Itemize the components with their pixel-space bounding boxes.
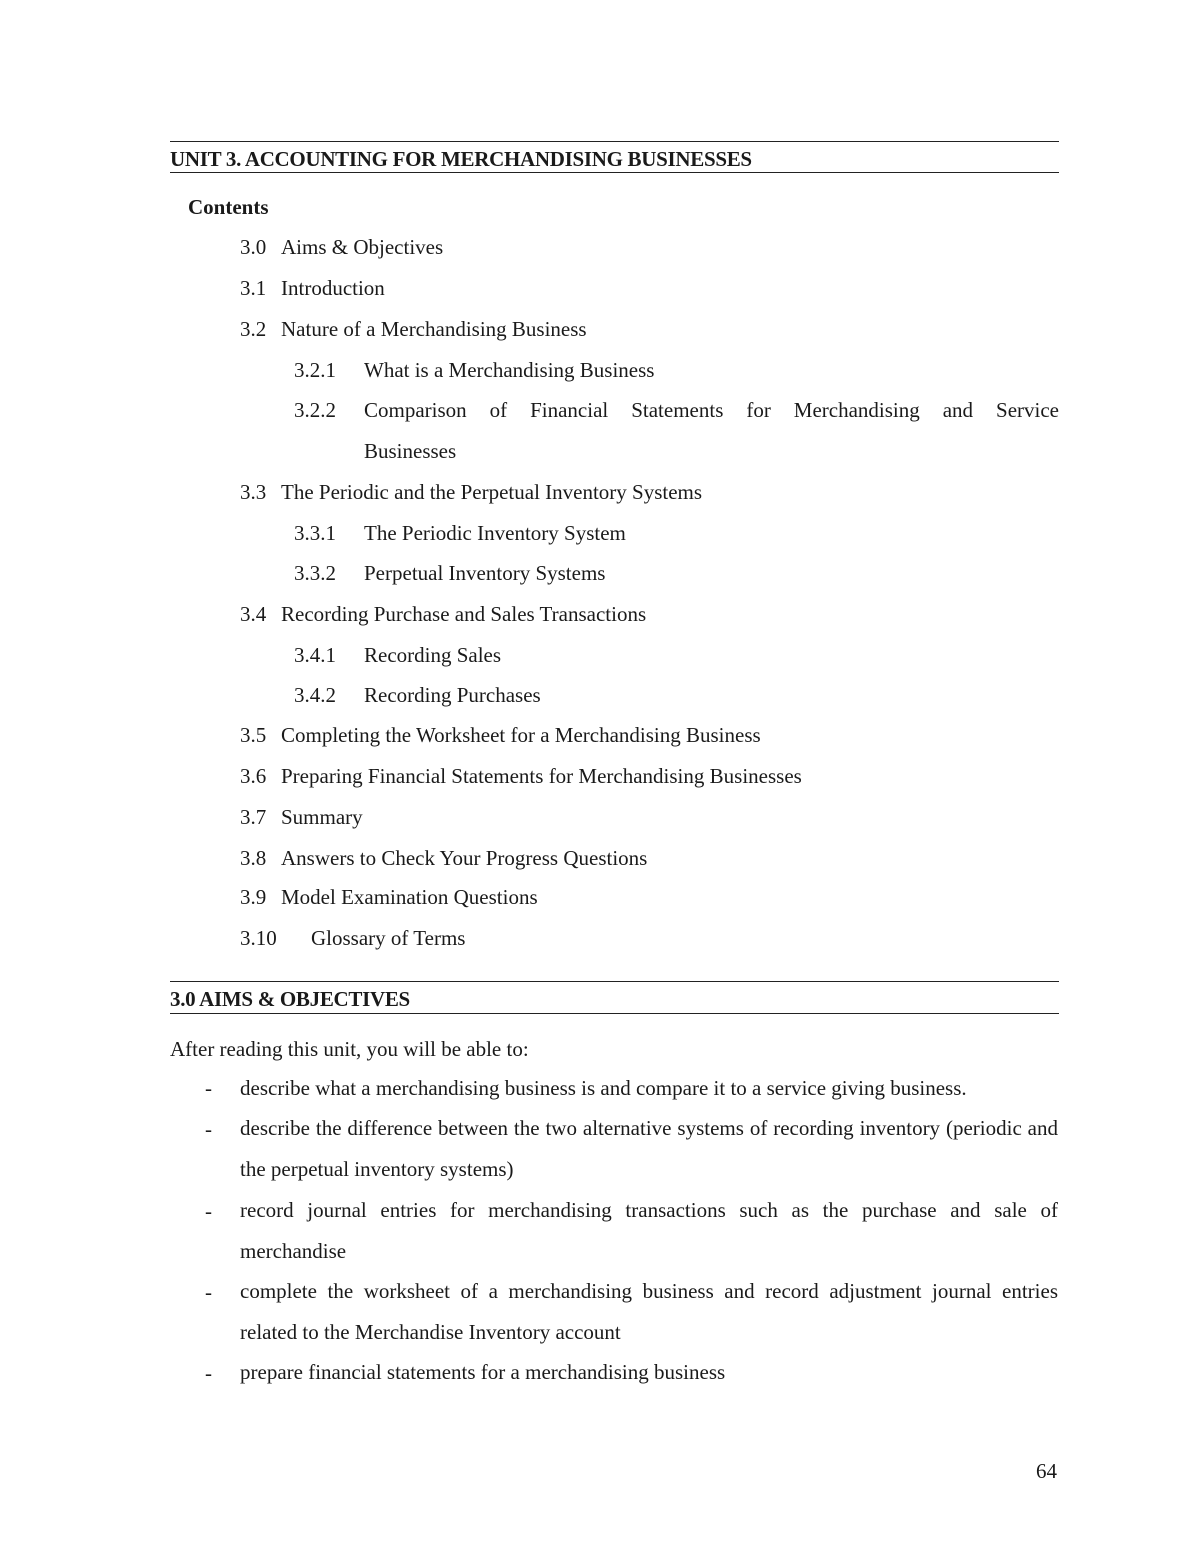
toc-number: 3.7 bbox=[240, 805, 267, 829]
toc-title: What is a Merchandising Business bbox=[364, 358, 655, 382]
toc-title: Nature of a Merchandising Business bbox=[281, 317, 587, 341]
toc-number: 3.2.1 bbox=[294, 358, 336, 382]
toc-number: 3.8 bbox=[240, 846, 267, 870]
toc-title: Summary bbox=[281, 805, 363, 829]
toc-title: Recording Purchase and Sales Transactions bbox=[281, 602, 647, 626]
bullet-marker: - bbox=[205, 1199, 212, 1223]
page-number: 64 bbox=[1036, 1459, 1057, 1483]
unit-heading: UNIT 3. ACCOUNTING FOR MERCHANDISING BUSINESSES bbox=[170, 147, 752, 171]
toc-title: Answers to Check Your Progress Questions bbox=[281, 846, 648, 870]
toc-title: Comparison of Financial Statements for Merchandising and Service bbox=[364, 398, 1059, 422]
bullet-marker: - bbox=[205, 1280, 212, 1304]
toc-number: 3.6 bbox=[240, 764, 267, 788]
objective-item: record journal entries for merchandising transactions such as the purchase and sale of merchandise bbox=[240, 1198, 1058, 1263]
heading-top-rule bbox=[170, 141, 1059, 142]
section-bottom-rule bbox=[170, 1013, 1059, 1014]
toc-title: Preparing Financial Statements for Merchandising Businesses bbox=[281, 764, 802, 788]
bullet-marker: - bbox=[205, 1361, 212, 1385]
toc-number: 3.4.1 bbox=[294, 643, 336, 667]
toc-number: 3.5 bbox=[240, 723, 267, 747]
toc-number: 3.10 bbox=[240, 926, 277, 950]
toc-number: 3.9 bbox=[240, 885, 267, 909]
intro-text: After reading this unit, you will be able to: bbox=[170, 1037, 529, 1061]
toc-title: Completing the Worksheet for a Merchandising Business bbox=[281, 723, 761, 747]
toc-title: Model Examination Questions bbox=[281, 885, 538, 909]
toc-title: The Periodic Inventory System bbox=[364, 521, 626, 545]
heading-bottom-rule bbox=[170, 172, 1059, 173]
objective-item: describe what a merchandising business is and compare it to a service giving business. bbox=[240, 1076, 967, 1100]
toc-title: Introduction bbox=[281, 276, 385, 300]
toc-title: Recording Purchases bbox=[364, 683, 541, 707]
toc-title-continued: Businesses bbox=[364, 439, 457, 463]
toc-number: 3.3.2 bbox=[294, 561, 336, 585]
toc-number: 3.3 bbox=[240, 480, 267, 504]
toc-number: 3.4.2 bbox=[294, 683, 336, 707]
toc-title: Aims & Objectives bbox=[281, 235, 444, 259]
objective-item: prepare financial statements for a merchandising business bbox=[240, 1360, 726, 1384]
bullet-marker: - bbox=[205, 1117, 212, 1141]
bullet-marker: - bbox=[205, 1076, 212, 1100]
toc-title: The Periodic and the Perpetual Inventory Systems bbox=[281, 480, 703, 504]
toc-number: 3.4 bbox=[240, 602, 267, 626]
objective-item: complete the worksheet of a merchandising business and record adjustment journal entries related to the Merchandise Inventory account bbox=[240, 1279, 1058, 1344]
objective-item: describe the difference between the two alternative systems of recording inventory (periodic and the perpetual inventory systems) bbox=[240, 1116, 1058, 1181]
toc-title: Perpetual Inventory Systems bbox=[364, 561, 606, 585]
toc-number: 3.3.1 bbox=[294, 521, 336, 545]
toc-title: Recording Sales bbox=[364, 643, 502, 667]
toc-number: 3.2.2 bbox=[294, 398, 336, 422]
contents-label: Contents bbox=[188, 195, 269, 219]
section-heading: 3.0 AIMS & OBJECTIVES bbox=[170, 987, 410, 1011]
toc-number: 3.2 bbox=[240, 317, 267, 341]
toc-number: 3.0 bbox=[240, 235, 267, 259]
section-top-rule bbox=[170, 981, 1059, 982]
toc-number: 3.1 bbox=[240, 276, 267, 300]
toc-title: Glossary of Terms bbox=[311, 926, 466, 950]
